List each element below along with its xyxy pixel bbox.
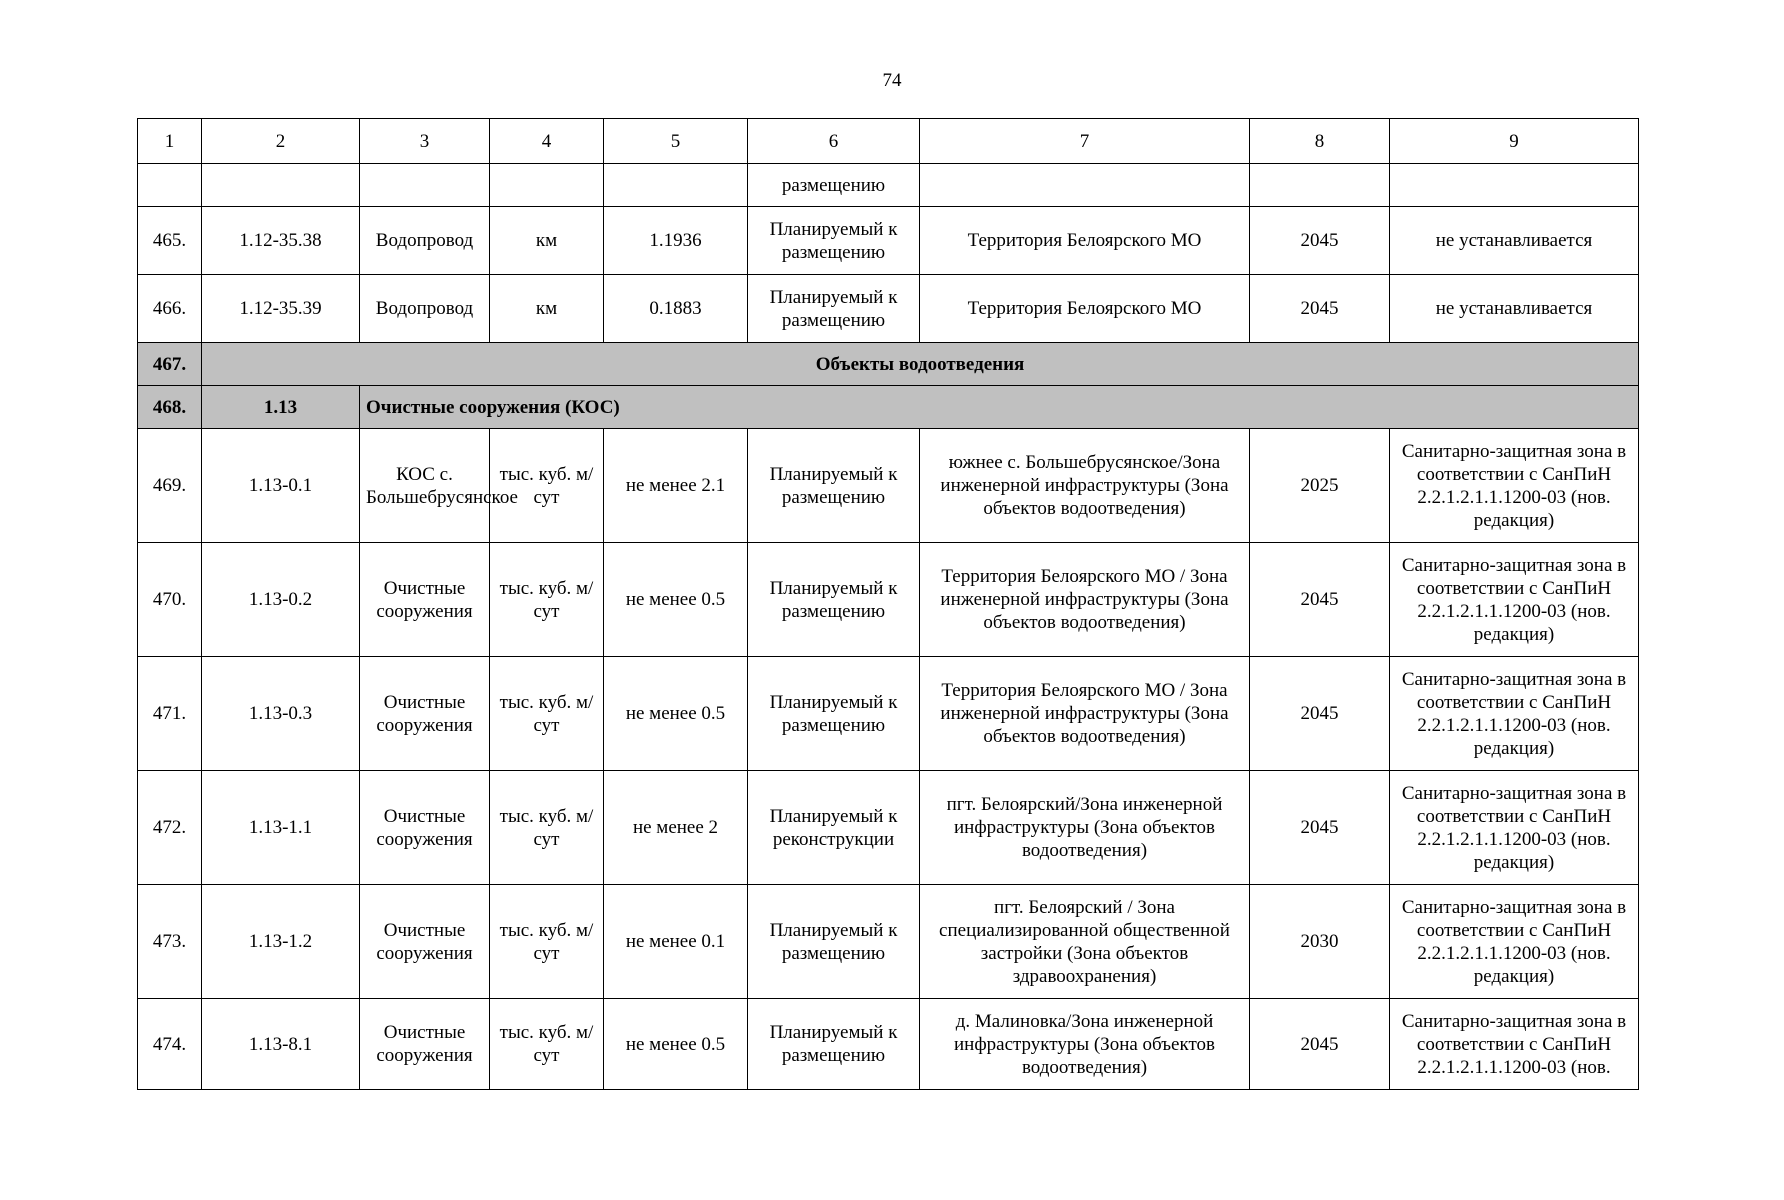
table-cell: 1.13-0.1 [202,429,360,543]
table-cell: 2045 [1250,999,1390,1090]
table-cell: 2045 [1250,657,1390,771]
table-cell: Планируемый к реконструкции [748,771,920,885]
table-row [138,657,1639,771]
table-row [138,771,1639,885]
table-row [138,207,1639,275]
table-row [138,429,1639,543]
table-cell: 1.12-35.39 [202,275,360,343]
header-cell: 3 [360,119,490,164]
header-cell: 2 [202,119,360,164]
table-cell: Санитарно-защитная зона в соответствии с СанПиН 2.2.1.2.1.1.1200-03 (нов. редакция) [1390,771,1639,885]
table-cell: не менее 2.1 [604,429,748,543]
table-cell: 2025 [1250,429,1390,543]
table-cell: южнее с. Большебрусянское/Зона инженерной инфраструктуры (Зона объектов водоотведения) [920,429,1250,543]
table-cell [920,164,1250,207]
table-cell: 1.13-1.1 [202,771,360,885]
table-cell [1250,164,1390,207]
table-cell: КОС с. Большебрусянское [360,429,490,543]
table-cell: Планируемый к размещению [748,207,920,275]
table-row [138,885,1639,999]
table-cell: Территория Белоярского МО [920,207,1250,275]
table-cell: Очистные сооружения [360,885,490,999]
table-row [138,999,1639,1090]
table-cell: 469. [138,429,202,543]
table-cell: Санитарно-защитная зона в соответствии с СанПиН 2.2.1.2.1.1.1200-03 (нов. редакция) [1390,543,1639,657]
table-cell: 2045 [1250,771,1390,885]
table-cell: не устанавливается [1390,207,1639,275]
table-cell: размещению [748,164,920,207]
section-title: Объекты водоотведения [202,343,1639,386]
table-cell [138,164,202,207]
table-cell: тыс. куб. м/сут [490,429,604,543]
page-number: 74 [882,70,902,91]
table-cell: Планируемый к размещению [748,543,920,657]
table-cell: не менее 2 [604,771,748,885]
table-cell: не менее 0.5 [604,657,748,771]
table-cell [1390,164,1639,207]
table-cell: не менее 0.5 [604,999,748,1090]
table-cell: 466. [138,275,202,343]
table-row [138,543,1639,657]
table-cell: 2045 [1250,543,1390,657]
table-cell: км [490,275,604,343]
section-code: 1.13 [202,386,360,429]
table-cell: 471. [138,657,202,771]
table-cell: Очистные сооружения [360,657,490,771]
section-row-468 [138,386,1639,429]
table-cell: Территория Белоярского МО / Зона инженерной инфраструктуры (Зона объектов водоотведения) [920,543,1250,657]
table-cell: 2045 [1250,275,1390,343]
table-cell: Санитарно-защитная зона в соответствии с СанПиН 2.2.1.2.1.1.1200-03 (нов. редакция) [1390,657,1639,771]
table-cell: Планируемый к размещению [748,999,920,1090]
table-cell: пгт. Белоярский/Зона инженерной инфраструктуры (Зона объектов водоотведения) [920,771,1250,885]
table-row [138,275,1639,343]
table-cell: Санитарно-защитная зона в соответствии с СанПиН 2.2.1.2.1.1.1200-03 (нов. [1390,999,1639,1090]
table-cell: тыс. куб. м/сут [490,543,604,657]
table-cell: д. Малиновка/Зона инженерной инфраструктуры (Зона объектов водоотведения) [920,999,1250,1090]
table-cell: 1.13-1.2 [202,885,360,999]
table-cell: тыс. куб. м/сут [490,999,604,1090]
table-cell: Очистные сооружения [360,999,490,1090]
table-cell: 470. [138,543,202,657]
section-row-467 [138,343,1639,386]
table-cell: 465. [138,207,202,275]
table-header-row [138,119,1639,164]
table-cell: 473. [138,885,202,999]
section-number: 468. [138,386,202,429]
table-cell: 474. [138,999,202,1090]
table-cell: не менее 0.1 [604,885,748,999]
table-cell: Санитарно-защитная зона в соответствии с СанПиН 2.2.1.2.1.1.1200-03 (нов. редакция) [1390,885,1639,999]
table-cell: тыс. куб. м/сут [490,771,604,885]
table-cell: Водопровод [360,207,490,275]
table-cell: 1.12-35.38 [202,207,360,275]
table-cell [360,164,490,207]
section-number: 467. [138,343,202,386]
table-cell: 472. [138,771,202,885]
table-cell: 1.13-0.3 [202,657,360,771]
table-cell: Территория Белоярского МО [920,275,1250,343]
table-cell: Территория Белоярского МО / Зона инженерной инфраструктуры (Зона объектов водоотведения) [920,657,1250,771]
header-cell: 7 [920,119,1250,164]
header-cell: 8 [1250,119,1390,164]
table-cell: 2030 [1250,885,1390,999]
table-cell: тыс. куб. м/сут [490,885,604,999]
table-cell: 2045 [1250,207,1390,275]
table-cell: Очистные сооружения [360,771,490,885]
table-cell: Планируемый к размещению [748,885,920,999]
header-cell: 1 [138,119,202,164]
table-cell [202,164,360,207]
table-cell: Планируемый к размещению [748,657,920,771]
table-cell: Очистные сооружения [360,543,490,657]
table-cell: 1.13-8.1 [202,999,360,1090]
header-cell: 6 [748,119,920,164]
table-cell [604,164,748,207]
table-cell: не менее 0.5 [604,543,748,657]
table-cell [490,164,604,207]
table-cell: пгт. Белоярский / Зона специализированной общественной застройки (Зона объектов здравоохранения) [920,885,1250,999]
header-cell: 5 [604,119,748,164]
continuation-row [138,164,1639,207]
table-cell: тыс. куб. м/сут [490,657,604,771]
table-cell: 0.1883 [604,275,748,343]
table-cell: Планируемый к размещению [748,429,920,543]
table-cell: не устанавливается [1390,275,1639,343]
section-title: Очистные сооружения (КОС) [360,386,1639,429]
table-cell: 1.13-0.2 [202,543,360,657]
header-cell: 9 [1390,119,1639,164]
table-cell: 1.1936 [604,207,748,275]
table-cell: Водопровод [360,275,490,343]
table-cell: Планируемый к размещению [748,275,920,343]
header-cell: 4 [490,119,604,164]
facilities-table [137,118,1639,1090]
table-cell: км [490,207,604,275]
table-cell: Санитарно-защитная зона в соответствии с СанПиН 2.2.1.2.1.1.1200-03 (нов. редакция) [1390,429,1639,543]
